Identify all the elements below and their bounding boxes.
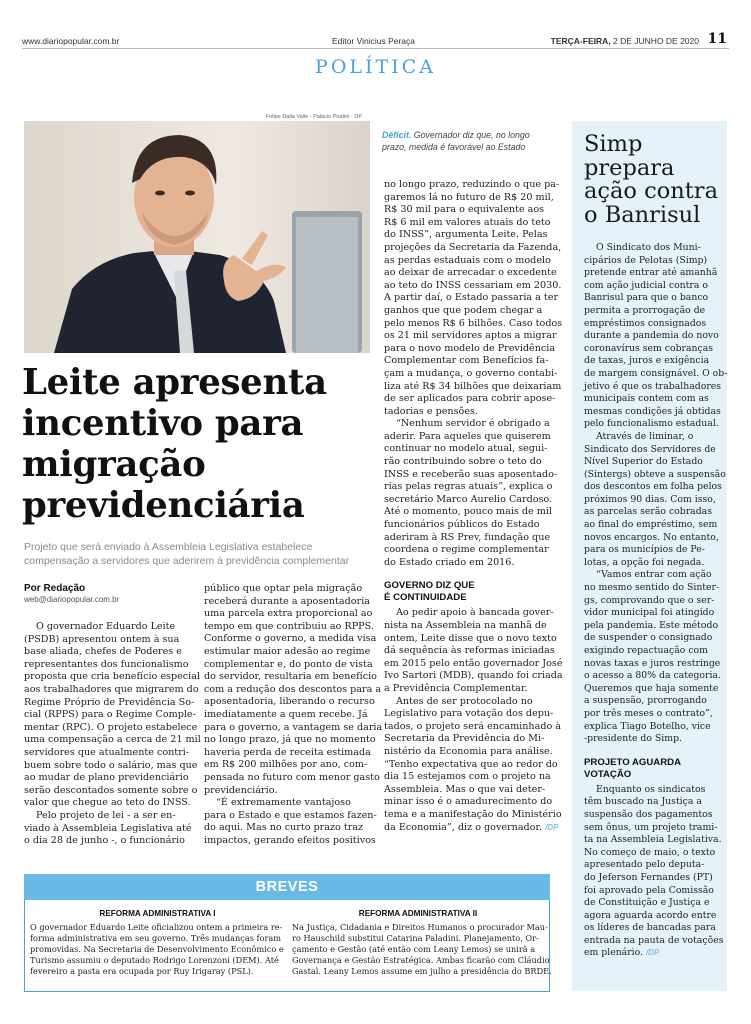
- text-line: liza até R$ 34 bilhões que deixariam: [384, 380, 562, 392]
- text-line: estimular maior adesão ao regime: [204, 645, 371, 657]
- subhead-line: PROJETO AGUARDA: [584, 756, 682, 768]
- text-line: Secretaria da Previdência do Mi-: [384, 733, 545, 745]
- dp-signature: /DP: [646, 948, 660, 958]
- text-line: -presidente do Simp.: [584, 733, 682, 745]
- section-title: POLÍTICA: [315, 56, 436, 78]
- text-line: público que optar pela migração: [204, 583, 363, 594]
- text-line: valor que chegue ao teto do INSS.: [24, 797, 191, 809]
- text-line: novas taxas e juros restringe: [584, 657, 721, 669]
- header-divider: [22, 48, 729, 49]
- sidebar-title-line: o Banrisul: [584, 201, 701, 228]
- text-line: pensada no futuro com menor gasto: [204, 771, 380, 783]
- text-line: projeções da Secretaria da Fazenda,: [384, 241, 562, 253]
- text-line: base aliada, chefes de Poderes e: [24, 646, 182, 658]
- text-line: fevereiro a pasta era ocupada por Ruy Irigaray (PSL).: [30, 965, 254, 976]
- text-line: ontem, Leite disse que o novo texto: [384, 632, 557, 644]
- text-line: tados, o projeto será encaminhado à: [384, 720, 562, 732]
- text-line: servidores que atualmente contri-: [24, 746, 190, 758]
- text-line: No começo de maio, o texto: [584, 846, 716, 858]
- headline: [22, 362, 372, 526]
- article-photo: [24, 121, 370, 353]
- text-line: do servidor, resultaria em benefício: [204, 671, 377, 683]
- text-line: municipais contem com as: [584, 393, 709, 405]
- text-line: novos encargos. No entanto,: [584, 531, 719, 543]
- text-line: suspensão dos pagamentos: [584, 808, 713, 820]
- text-line: com ação judicial contra o: [584, 279, 708, 291]
- text-line: para os municípios de Pe-: [584, 544, 705, 556]
- text-line: coronavírus sem cobranças: [584, 342, 714, 354]
- text-line: de taxas, juros e exigência: [584, 355, 710, 367]
- text-line: a Previdência Complementar.: [384, 682, 528, 694]
- text-line: a suspensão, prorrogando: [584, 695, 707, 707]
- text-line: no longo prazo, já que no momento: [204, 734, 376, 746]
- text-line: têm buscado na Justiça a: [584, 796, 702, 808]
- text-line: Sindicato dos Servidores de: [584, 443, 716, 455]
- text-line: pelo funcionalismo estadual.: [584, 418, 719, 430]
- text-line: permita a prorrogação de: [584, 304, 706, 316]
- text-line: “Nenhum servidor é obrigado a: [396, 418, 550, 430]
- text-line: gs, comprovando que o ser-: [584, 594, 715, 606]
- text-line: rão contribuindo sobre o teto do: [384, 456, 542, 468]
- text-line: com a redução dos descontos para a: [204, 683, 382, 695]
- text-line: Antes de ser protocolado no: [396, 695, 533, 707]
- text-line: Conforme o governo, a medida visa: [204, 633, 377, 645]
- text-line-content: da Economia”, diz o governador.: [384, 821, 543, 833]
- breve-text-2: [292, 922, 552, 977]
- text-line: aposentadoria, liberando o recurso: [204, 696, 375, 708]
- text-line: impactos, gerando efeitos positivos: [204, 834, 376, 846]
- text-line: aos trabalhadores que migrarem do: [24, 683, 199, 695]
- text-line: dos descontos em folha pelos: [584, 481, 722, 493]
- text-line: INSS e receberão suas aposentado-: [384, 468, 558, 480]
- text-line: receberá durante a aposentadoria: [204, 595, 370, 607]
- subheadline: Projeto que será enviado à Assembleia Legislativa estabelece compensação a servidores que aderirem à previdência complementar: [24, 541, 350, 567]
- text-line: Gastal. Leany Lemos assume em julho a presidência do BRDE.: [292, 965, 552, 976]
- text-line: ao mudar de plano previdenciário: [24, 772, 189, 784]
- text-line: para o Estado e que estamos fazen-: [204, 809, 377, 821]
- text-line: de ser aplicados para cobrir apose-: [384, 393, 556, 405]
- text-line: minar isso é o amadurecimento do: [384, 796, 553, 808]
- text-line: Pelo projeto de lei - a ser en-: [36, 809, 176, 821]
- text-line: os líderes de bancadas para: [584, 922, 716, 934]
- text-line: pela pandemia. Este método: [584, 619, 719, 631]
- sidebar-title: [584, 133, 724, 227]
- text-line: (PSDB) apresentou ontem à sua: [24, 633, 180, 645]
- text-line: Através de liminar, o: [596, 430, 694, 442]
- headline-line: Leite apresenta: [22, 362, 327, 403]
- text-line: continuar no modelo atual, segui-: [384, 443, 548, 455]
- text-line: proposta que cria benefício especial: [24, 671, 201, 683]
- text-line: çam a mudança, o governo contabi-: [384, 367, 558, 379]
- text-line: mentar (RPC). O projeto estabelece: [24, 721, 198, 733]
- text-line: Regime Próprio de Previdência So-: [24, 696, 195, 708]
- text-line: pretende entrar até amanhã: [584, 267, 718, 279]
- text-line: coordena o regime complementar: [384, 544, 549, 556]
- article-column-1: [24, 621, 201, 848]
- caption-line-2: prazo, medida é favorável ao Estado: [382, 142, 526, 152]
- text-line: tema e a manifestação do Ministério: [384, 808, 562, 820]
- photo-credit: Felipe Dalla Valle - Palácio Piratini - DP: [265, 114, 362, 120]
- text-line: empréstimos consignados: [584, 317, 707, 329]
- breve-text-1: [30, 922, 288, 977]
- text-line: previdenciário.: [204, 784, 278, 796]
- text-line: entrada na pauta de votações: [584, 934, 724, 946]
- sidebar-body: [584, 242, 728, 960]
- text-line: “Tenho expectativa que ao redor do: [384, 758, 558, 770]
- text-line: ro Hauschild substitui Catarina Paladini. Planejamento, Or-: [292, 932, 539, 943]
- text-line: forma administrativa em seu governo. Três mudanças foram: [30, 932, 282, 943]
- text-line: Legislativo para votação dos depu-: [384, 708, 554, 720]
- text-line: de margem consignável. O ob-: [584, 367, 728, 379]
- text-line: uma compensação a cerca de 21 mil: [24, 734, 201, 746]
- text-line: dá sequência às reformas iniciadas: [384, 645, 555, 657]
- text-line: do aqui. Mas no curto prazo traz: [204, 822, 364, 834]
- text-line: Turismo assumiu o deputado Rodrigo Lorenzoni (DEM). Até: [30, 954, 279, 965]
- issue-date: [551, 36, 699, 46]
- headline-line: incentivo para: [22, 403, 304, 444]
- portrait-illustration: [24, 121, 370, 353]
- text-line: representantes dos funcionalismo: [24, 658, 189, 670]
- caption-text-1: Governador diz que, no longo: [413, 130, 530, 140]
- article-column-2: [204, 583, 383, 847]
- text-line: o dia 28 de junho -, o funcionário: [24, 835, 185, 847]
- text-line: do INSS”, argumenta Leite. Pelas: [384, 229, 548, 241]
- text-line: explica Tiago Botelho, vice: [584, 720, 711, 732]
- text-line: Na Justiça, Cidadania e Direitos Humanos o procurador Mau-: [292, 922, 548, 932]
- text-line: [584, 947, 722, 960]
- weekday: TERÇA-FEIRA,: [550, 36, 611, 46]
- sidebar-title-line: Simp: [584, 131, 643, 157]
- text-line: exigindo repactuação com: [584, 645, 708, 656]
- headline-line: previdenciária: [22, 485, 305, 526]
- text-line: tempo em que contribuiu ao RPPS.: [204, 620, 374, 632]
- text-line: buem sobre todo o salário, mas que: [24, 759, 198, 771]
- sidebar-title-line: prepara: [584, 154, 675, 181]
- text-line: no longo prazo, reduzindo o que pa-: [384, 179, 560, 190]
- caption-line-1: [382, 129, 552, 141]
- text-line: [384, 821, 559, 835]
- author-email: web@diariopopular.com.br: [24, 595, 120, 604]
- text-line: durante a pandemia do novo: [584, 330, 719, 342]
- text-line: aderir. Para aqueles que quiserem: [384, 430, 551, 442]
- text-line: Assembleia. Mas o que vai deter-: [384, 783, 546, 795]
- text-line: o acesso a 80% da categoria.: [584, 670, 721, 682]
- text-line: foi aprovado pela Comissão: [584, 884, 714, 896]
- text-line: para o novo modelo de Previdência: [384, 342, 556, 354]
- text-line: Banrisul para que o banco: [584, 292, 709, 304]
- text-line: uma parcela extra proporcional ao: [204, 608, 373, 620]
- text-line: aderiram à RS Prev, fundação que: [384, 531, 551, 543]
- text-line: ta na Assembleia Legislativa.: [584, 834, 722, 846]
- text-line: complementar e, do ponto de vista: [204, 658, 373, 670]
- text-line: lotas, a opção foi negada.: [584, 556, 705, 568]
- breve-title-1: REFORMA ADMINISTRATIVA I: [99, 909, 216, 918]
- text-line: em R$ 200 milhões por ano, com-: [204, 759, 368, 771]
- text-line: Nível Superior do Estado: [584, 456, 703, 468]
- text-line: garemos lá no futuro de R$ 20 mil,: [384, 191, 554, 203]
- subhead-line: É CONTINUIDADE: [384, 592, 467, 604]
- text-line: imediatamente a quem recebe. Já: [204, 708, 368, 720]
- text-line: A partir daí, o Estado passaria a ter: [384, 292, 559, 304]
- text-line: nistério da Economia para análise.: [384, 745, 553, 757]
- text-line: vidor municipal foi atingido: [584, 607, 715, 619]
- text-line: cial (RPPS) para o Regime Comple-: [24, 709, 196, 721]
- photo-caption: [382, 129, 552, 153]
- text-line: sem ônus, um projeto trami-: [584, 821, 718, 833]
- text-line: Ao pedir apoio à bancada gover-: [396, 607, 554, 619]
- text-line: mesmas condições já obtidas: [584, 405, 721, 417]
- text-line: os 21 mil servidores aptos a migrar: [384, 330, 557, 342]
- text-line: tadorias e pensões.: [384, 405, 478, 417]
- text-line: jetivo é que os trabalhadores: [584, 380, 722, 392]
- text-line: (Sintergs) obteve a suspensão: [584, 468, 726, 480]
- breve-title-2: REFORMA ADMINISTRATIVA II: [358, 909, 478, 918]
- text-line: ao final do empréstimo, sem: [584, 519, 718, 531]
- dp-signature: /DP: [545, 822, 559, 832]
- site-url: www.diariopopular.com.br: [22, 36, 120, 46]
- text-line: rias pelas regras atuais”, explica o: [384, 481, 553, 493]
- text-line: funcionários públicos do Estado: [384, 519, 540, 531]
- text-line: cipários de Pelotas (Simp): [584, 254, 708, 266]
- text-line: serão descontados somente sobre o: [24, 784, 198, 796]
- text-line-content: em plenário.: [584, 947, 644, 959]
- text-line: çamento e Gestão (até então com Leany Lemos) se uniră a: [292, 943, 536, 954]
- text-line: ao teto do INSS cessariam em 2030.: [384, 279, 562, 291]
- text-line: as parcelas serão cobradas: [584, 506, 712, 518]
- text-line: “Vamos entrar com ação: [596, 569, 712, 581]
- text-line: promovidas. Na Secretaria de Desenvolvimento Econômico e: [30, 943, 284, 954]
- text-line: por três meses o contrato”,: [584, 707, 713, 719]
- subhead-line: VOTAÇÃO: [584, 768, 632, 780]
- date-text: 2 DE JUNHO DE 2020: [613, 36, 699, 46]
- text-line: as perdas estaduais com o modelo: [384, 254, 551, 266]
- breves-title: BREVES: [24, 874, 550, 900]
- text-line: Até o momento, pouco mais de mil: [384, 506, 552, 518]
- text-line: haveria perda de receita estimada: [204, 746, 371, 758]
- byline: Por Redação: [24, 583, 86, 594]
- text-line: secretário Marco Aurelio Cardoso.: [384, 493, 553, 505]
- text-line: de Constituição e Justiça e: [584, 897, 710, 909]
- text-line: O governador Eduardo Leite: [36, 621, 176, 632]
- text-line: R$ 30 mil para o equivalente aos: [384, 204, 545, 216]
- text-line: do Estado criado em 2016.: [384, 556, 515, 568]
- text-line: dia 15 estejamos com o projeto na: [384, 771, 551, 783]
- text-line: apresentado pelo deputa-: [584, 859, 705, 871]
- sidebar-title-line: ação contra: [584, 178, 718, 204]
- text-line: O Sindicato dos Muni-: [596, 242, 701, 253]
- text-line: de suspender o consignado: [584, 632, 713, 644]
- page-number: 11: [707, 31, 727, 47]
- text-line: próximos 90 dias. Com isso,: [584, 493, 716, 505]
- headline-line: migração: [22, 444, 206, 485]
- text-line: agora aguarda acordo entre: [584, 909, 717, 921]
- text-line: no mesmo sentido do Sinter-: [584, 582, 720, 594]
- section-subhead: [384, 580, 556, 604]
- sidebar-subhead: [584, 757, 722, 781]
- text-line: em 2015 pelo então governador José: [384, 657, 563, 669]
- text-line: R$ 6 mil em valores atuais do teto: [384, 216, 551, 228]
- text-line: O governador Eduardo Leite oficializou ontem a primeira re-: [30, 922, 283, 932]
- editor-name: Editor Vinicius Peraça: [332, 36, 415, 46]
- text-line: Ivo Sartori (MDB), quando foi criada: [384, 670, 563, 682]
- text-line: viado à Assembleia Legislativa até: [24, 822, 192, 834]
- article-column-3: [384, 179, 563, 834]
- text-line: nista na Assembleia na manhã de: [384, 620, 547, 631]
- text-line: do Jeferson Fernandes (PT): [584, 871, 713, 883]
- caption-lead: Déficit.: [382, 130, 412, 140]
- text-line: ganhos que que podem chegar a: [384, 304, 543, 316]
- subhead-line: GOVERNO DIZ QUE: [384, 580, 475, 592]
- text-line: para o governo, a vantagem se daria: [204, 721, 383, 733]
- text-line: ao deixar de arrecadar o excedente: [384, 267, 557, 279]
- text-line: Governança e Gestão Estratégica. Ambas ficarão com Cláudio: [292, 954, 550, 965]
- text-line: Enquanto os sindicatos: [596, 783, 706, 795]
- text-line: “É extremamente vantajoso: [216, 797, 351, 809]
- text-line: pelo menos R$ 6 bilhões. Caso todos: [384, 317, 563, 329]
- text-line: Queremos que haja somente: [584, 682, 719, 694]
- text-line: Complementar com Benefícios fa-: [384, 355, 549, 367]
